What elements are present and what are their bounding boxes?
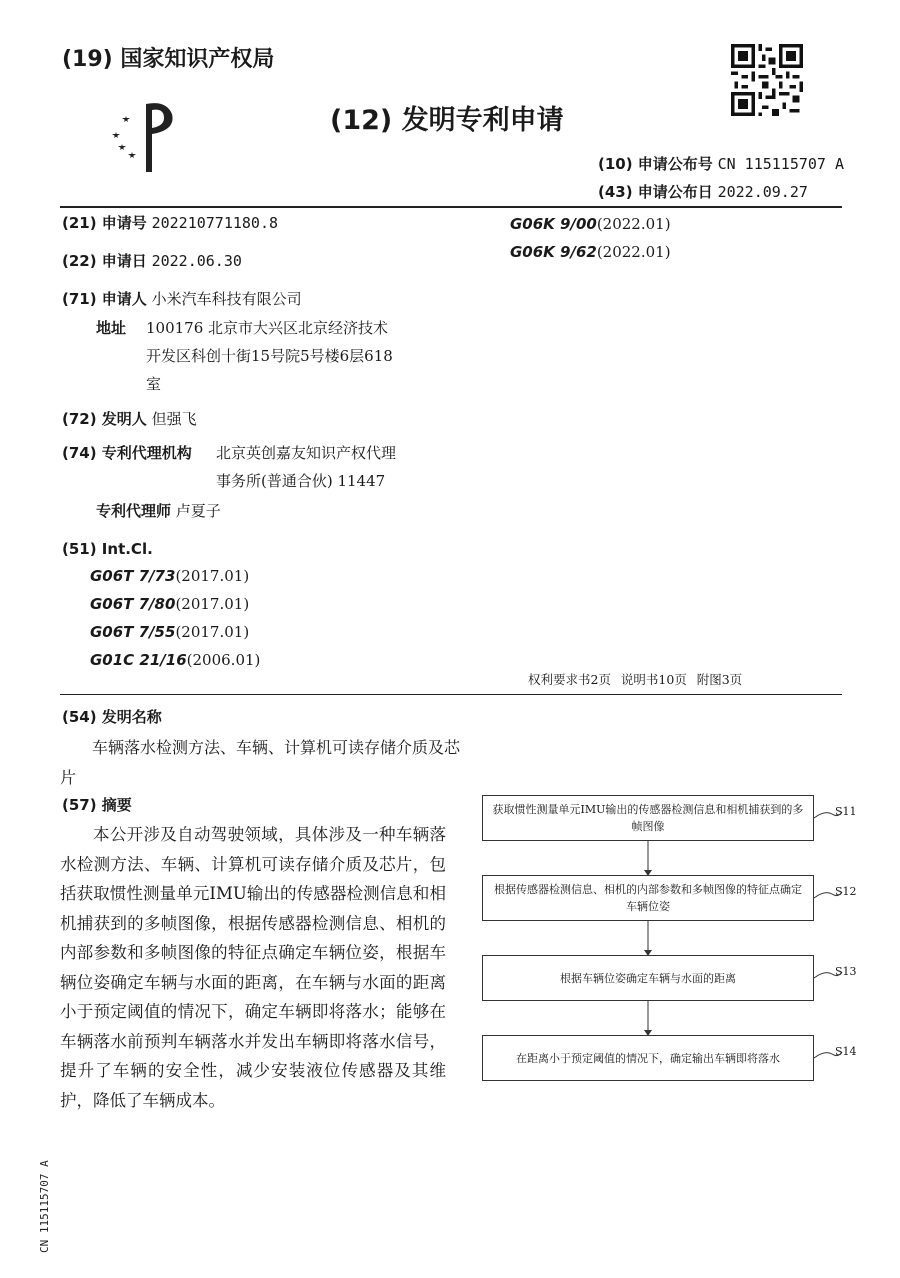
flow-step-tag: S12 <box>835 885 857 898</box>
flowchart-connectors <box>470 790 870 1090</box>
flow-step-s12: 根据传感器检测信息、相机的内部参数和多帧图像的特征点确定车辆位姿 <box>482 875 814 921</box>
publication-number: CN 115115707 A <box>717 155 845 173</box>
int-cl-entry: G01C 21/16(2006.01) <box>90 651 261 669</box>
abstract-label: (57) 摘要 <box>62 796 132 814</box>
title-label: (54) 发明名称 <box>62 708 162 726</box>
agency-line-1: 北京英创嘉友知识产权代理 <box>216 444 397 462</box>
agent-label: 专利代理师 <box>96 502 172 520</box>
agent: 卢夏子 <box>175 502 221 520</box>
application-number-label: (21) 申请号 <box>62 214 147 232</box>
address-line-3: 室 <box>146 375 162 393</box>
flow-step-tag: S14 <box>835 1045 857 1058</box>
publication-date-label: (43) 申请公布日 <box>598 183 713 201</box>
inventor-row <box>62 404 197 434</box>
address-label: 地址 <box>96 319 127 337</box>
office-name: (19) 国家知识产权局 <box>62 47 275 72</box>
agent-row <box>96 496 221 526</box>
inventor: 但强飞 <box>151 410 197 428</box>
publication-number-row <box>598 153 844 174</box>
address-line-2: 开发区科创十街15号院5号楼6层618 <box>146 347 393 365</box>
applicant-label: (71) 申请人 <box>62 290 147 308</box>
application-date-label: (22) 申请日 <box>62 252 147 270</box>
flow-step-tag: S11 <box>835 805 857 818</box>
publication-date-row <box>598 181 808 202</box>
application-date: 2022.06.30 <box>151 252 242 270</box>
svg-text:CN 115115707 A: CN 115115707 A <box>38 1160 51 1253</box>
application-number-row <box>62 208 278 238</box>
int-cl-entry: G06T 7/73(2017.01) <box>90 567 250 585</box>
applicant-row <box>62 284 302 314</box>
int-cl-label: (51) Int.Cl. <box>62 540 153 558</box>
document-type: (12) 发明专利申请 <box>330 105 564 136</box>
int-cl-entry: G06K 9/00(2022.01) <box>510 215 671 233</box>
flow-step-s11: 获取惯性测量单元IMU输出的传感器检测信息和相机捕获到的多帧图像 <box>482 795 814 841</box>
flow-step-s13: 根据车辆位姿确定车辆与水面的距离 <box>482 955 814 1001</box>
int-cl-entry: G06T 7/55(2017.01) <box>90 623 250 641</box>
agency-line-2: 事务所(普通合伙) 11447 <box>216 472 386 490</box>
abstract-text: 本公开涉及自动驾驶领域，具体涉及一种车辆落水检测方法、车辆、计算机可读存储介质及芯片，包括获取惯性测量单元IMU输出的传感器检测信息和相机捕获到的多帧图像，根据传感器检测信息、相机的内部参数和多帧图像的特征点确定车辆位姿，根据车辆位姿确定车辆与水面的距离，在车辆与水面的距离小于预定阈值的情况下，确定车辆即将落水；能够在车辆落水前预判车辆落水并发出车辆即将落水信号，提升了车辆的安全性，减少安装液位传感器及其维护，降低了车辆成本。 <box>60 825 446 1110</box>
application-date-row <box>62 246 242 276</box>
agency-label: (74) 专利代理机构 <box>62 444 192 462</box>
int-cl-entry: G06K 9/62(2022.01) <box>510 243 671 261</box>
invention-title: 车辆落水检测方法、车辆、计算机可读存储介质及芯片 <box>60 738 461 787</box>
page-count-info: 权利要求书2页 说明书10页 附图3页 <box>528 672 743 687</box>
publication-date: 2022.09.27 <box>717 183 808 201</box>
body-divider <box>60 694 842 695</box>
int-cl-right-list <box>510 210 671 266</box>
int-cl-list <box>90 562 260 674</box>
applicant: 小米汽车科技有限公司 <box>151 290 302 308</box>
inventor-label: (72) 发明人 <box>62 410 147 428</box>
side-publication-number <box>34 1135 54 1255</box>
publication-number-label: (10) 申请公布号 <box>598 155 713 173</box>
int-cl-entry: G06T 7/80(2017.01) <box>90 595 250 613</box>
flow-step-s14: 在距离小于预定阈值的情况下，确定输出车辆即将落水 <box>482 1035 814 1081</box>
qr-code-icon <box>731 44 803 116</box>
cnipa-emblem-icon <box>106 94 186 174</box>
address-line-1: 100176 北京市大兴区北京经济技术 <box>146 319 389 337</box>
flow-step-tag: S13 <box>835 965 857 978</box>
application-number: 202210771180.8 <box>151 214 279 232</box>
